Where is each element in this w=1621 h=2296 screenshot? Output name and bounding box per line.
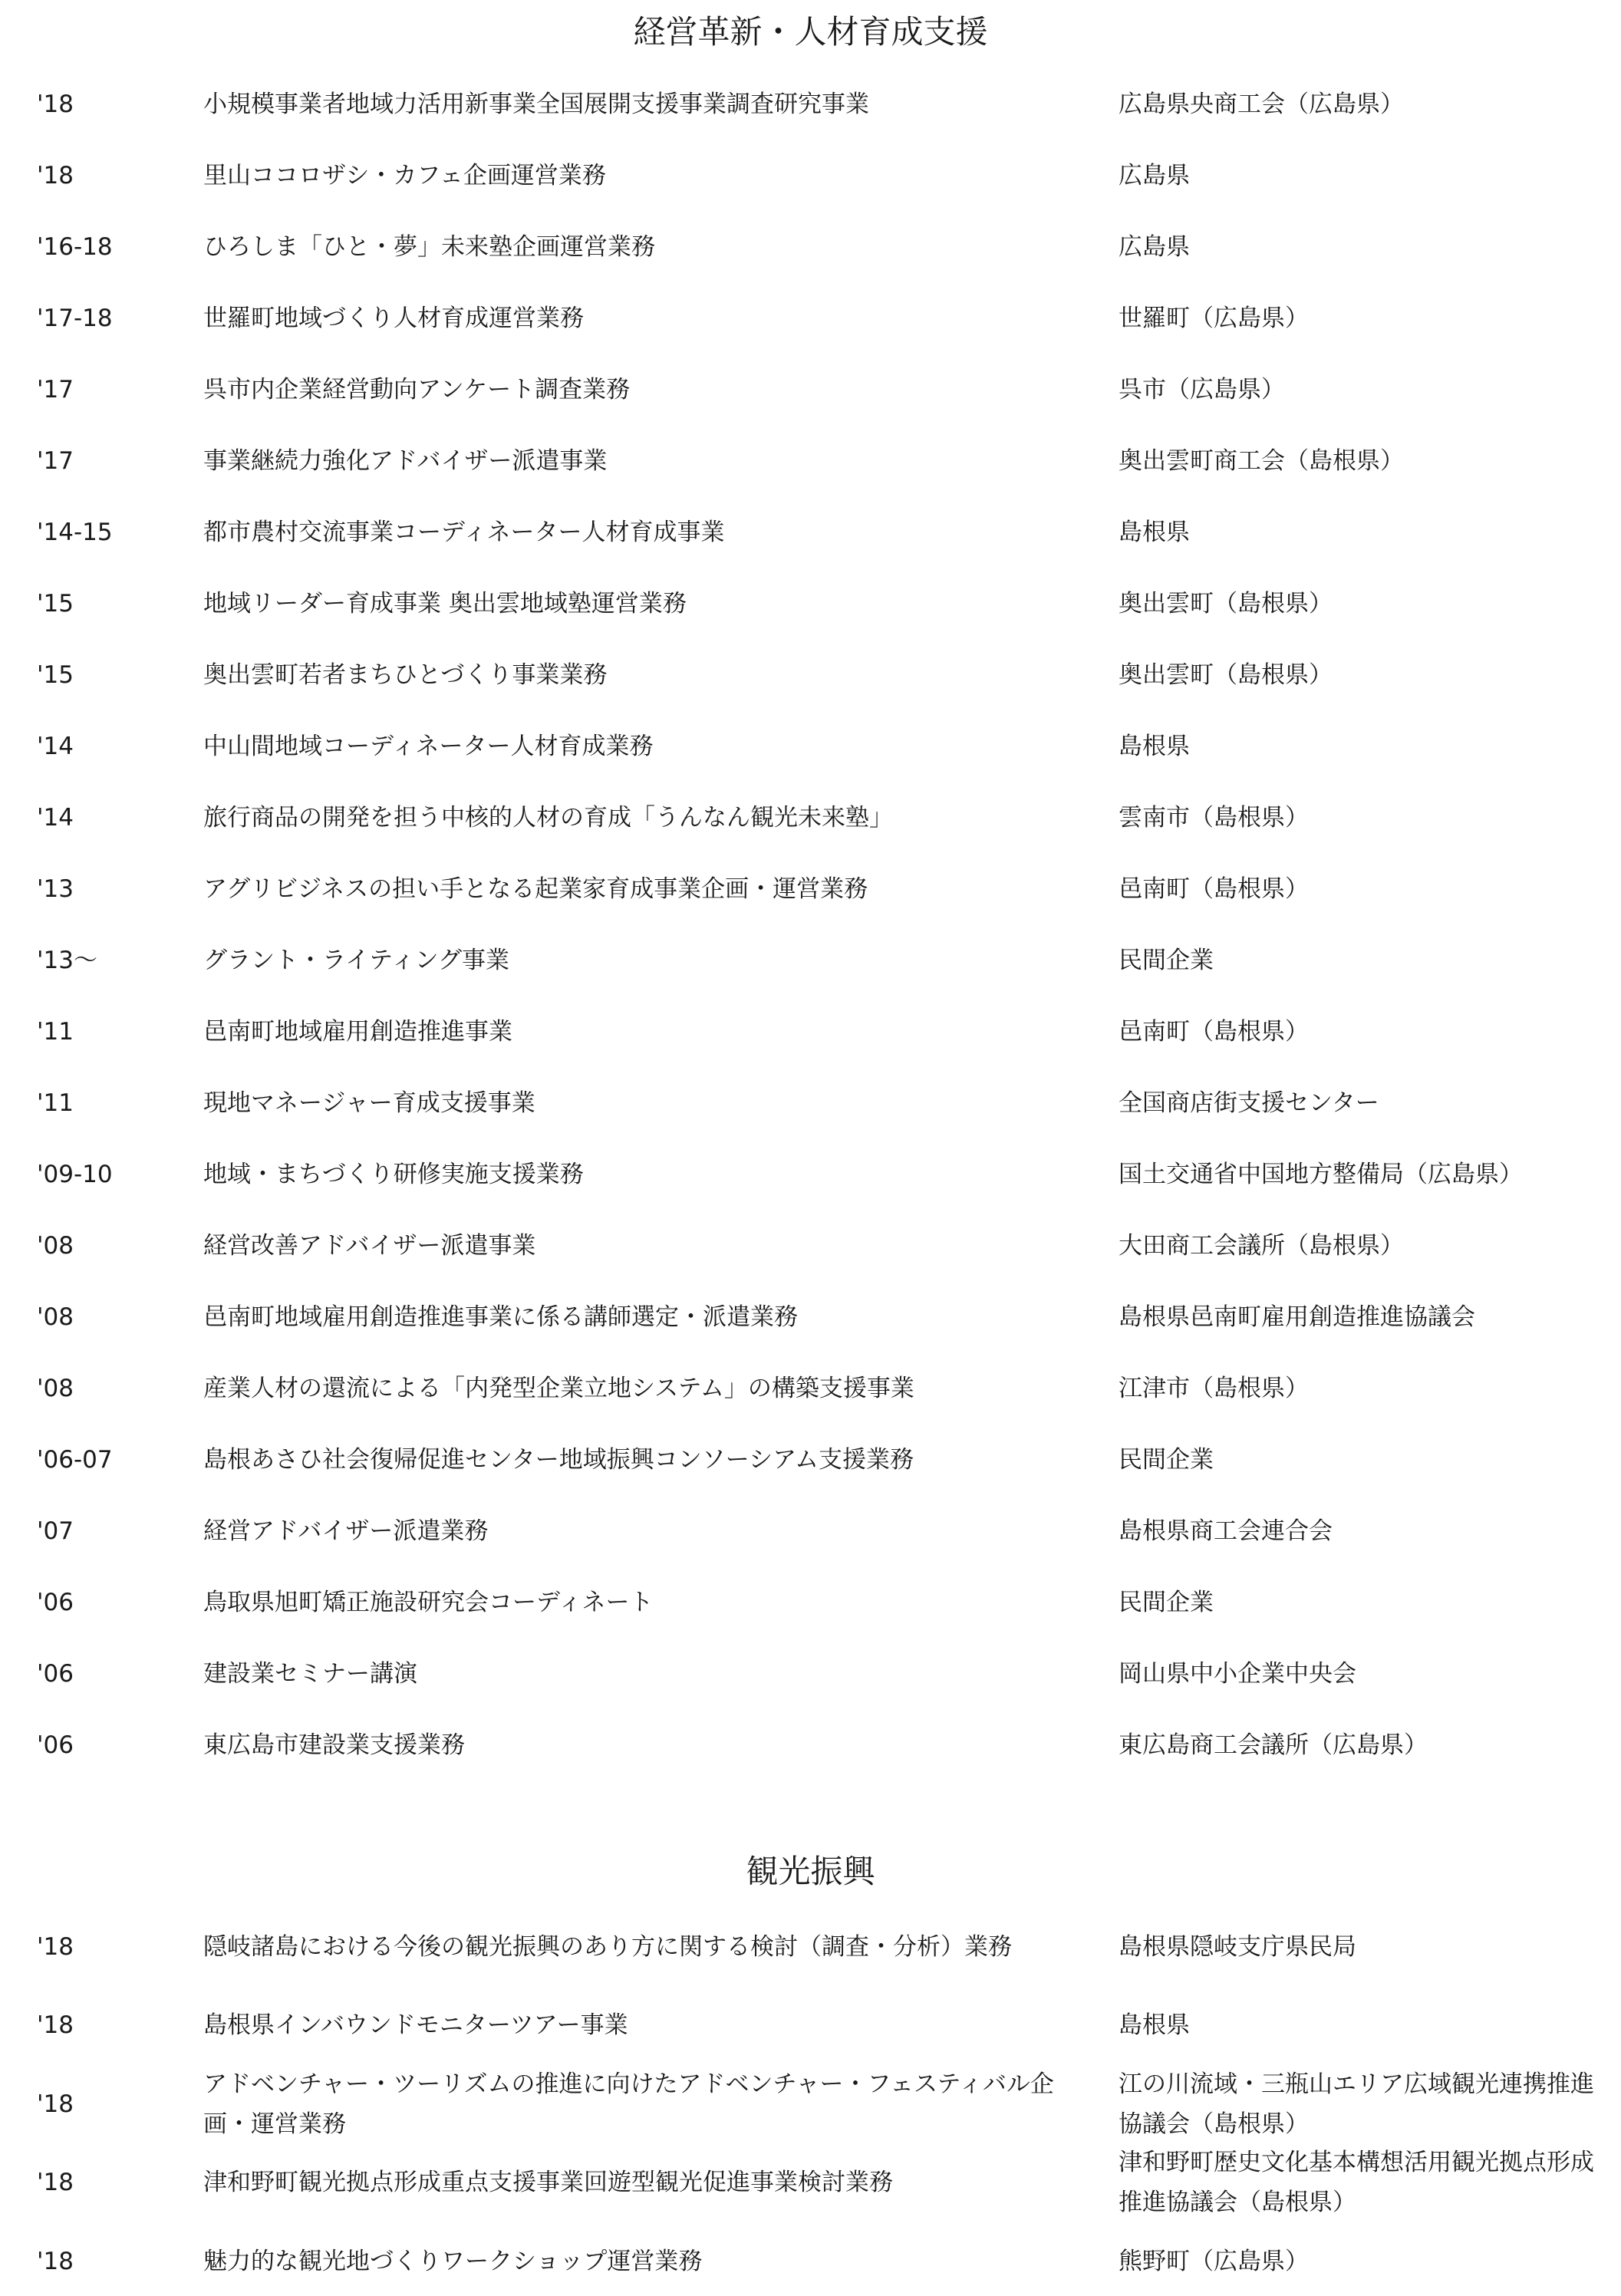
item-title: 世羅町地域づくり人材育成運営業務 — [203, 305, 584, 332]
item-client: 呉市（広島県） — [1119, 376, 1285, 404]
item-client: 民間企業 — [1119, 947, 1214, 974]
item-title: 現地マネージャー育成支援事業 — [203, 1089, 535, 1117]
item-client: 広島県 — [1119, 233, 1190, 261]
item-year: '15 — [37, 590, 74, 618]
item-client: 奥出雲町（島根県） — [1119, 661, 1333, 689]
item-year: '18 — [37, 2169, 74, 2196]
item-title: 里山ココロザシ・カフェ企画運営業務 — [203, 162, 606, 189]
item-title: 魅力的な観光地づくりワークショップ運営業務 — [203, 2248, 703, 2275]
item-client: 島根県 — [1119, 2011, 1190, 2039]
item-year: '17 — [37, 447, 74, 475]
item-year: '14 — [37, 733, 74, 760]
item-title: 島根あさひ社会復帰促進センター地域振興コンソーシアム支援業務 — [203, 1446, 914, 1474]
item-client: 東広島商工会議所（広島県） — [1119, 1731, 1428, 1759]
item-client: 津和野町歴史文化基本構想活用観光拠点形成推進協議会（島根県） — [1119, 2149, 1594, 2216]
item-year: '08 — [37, 1375, 74, 1402]
item-title: 小規模事業者地域力活用新事業全国展開支援事業調査研究事業 — [203, 91, 869, 118]
item-client: 奥出雲町（島根県） — [1119, 590, 1333, 618]
item-title: 隠岐諸島における今後の観光振興のあり方に関する検討（調査・分析）業務 — [203, 1933, 1012, 1961]
item-year: '15 — [37, 661, 74, 689]
item-year: '18 — [37, 2090, 74, 2118]
item-year: '06 — [37, 1731, 74, 1759]
item-year: '11 — [37, 1089, 74, 1117]
item-title: アグリビジネスの担い手となる起業家育成事業企画・運営業務 — [203, 875, 868, 903]
item-title: 経営改善アドバイザー派遣事業 — [203, 1232, 536, 1260]
item-year: '11 — [37, 1018, 74, 1046]
item-title: ひろしま「ひと・夢」未来塾企画運営業務 — [203, 233, 655, 261]
item-title: 中山間地域コーディネーター人材育成業務 — [203, 733, 654, 760]
item-client: 江津市（島根県） — [1119, 1375, 1309, 1402]
item-year: '18 — [37, 2011, 74, 2039]
item-title: アドベンチャー・ツーリズムの推進に向けたアドベンチャー・フェスティバル企画・運営業務 — [203, 2070, 1054, 2138]
item-title: 島根県インバウンドモニターツアー事業 — [203, 2011, 628, 2039]
item-title: 東広島市建設業支援業務 — [203, 1731, 465, 1759]
item-year: '07 — [37, 1517, 74, 1545]
item-title: 旅行商品の開発を担う中核的人材の育成「うんなん観光未来塾」 — [203, 804, 893, 832]
item-title: 津和野町観光拠点形成重点支援事業回遊型観光促進事業検討業務 — [203, 2169, 893, 2196]
item-client: 岡山県中小企業中央会 — [1119, 1660, 1356, 1688]
item-year: '13～ — [37, 947, 97, 974]
item-client: 島根県商工会連合会 — [1119, 1517, 1333, 1545]
item-title: 経営アドバイザー派遣業務 — [203, 1517, 489, 1545]
item-year: '17-18 — [37, 305, 113, 332]
item-title: 地域・まちづくり研修実施支援業務 — [203, 1161, 584, 1188]
item-client: 民間企業 — [1119, 1589, 1214, 1616]
item-client: 広島県央商工会（広島県） — [1119, 91, 1404, 118]
item-year: '18 — [37, 162, 74, 189]
item-client: 広島県 — [1119, 162, 1190, 189]
item-client: 邑南町（島根県） — [1119, 875, 1309, 903]
item-year: '06 — [37, 1589, 74, 1616]
section-title-tourism: 観光振興 — [746, 1853, 875, 1890]
item-client: 邑南町（島根県） — [1119, 1018, 1309, 1046]
item-title: 呉市内企業経営動向アンケート調査業務 — [203, 376, 631, 404]
item-title: 邑南町地域雇用創造推進事業 — [203, 1018, 512, 1046]
item-client: 奥出雲町商工会（島根県） — [1119, 447, 1404, 475]
item-title: 事業継続力強化アドバイザー派遣事業 — [203, 447, 608, 475]
item-year: '14-15 — [37, 519, 113, 546]
item-client: 民間企業 — [1119, 1446, 1214, 1474]
item-title: 産業人材の還流による「内発型企業立地システム」の構築支援事業 — [203, 1375, 914, 1402]
item-year: '08 — [37, 1303, 74, 1331]
item-year: '18 — [37, 1933, 74, 1961]
item-client: 雲南市（島根県） — [1119, 804, 1309, 832]
item-title: 鳥取県旭町矯正施設研究会コーディネート — [203, 1589, 654, 1616]
item-client: 大田商工会議所（島根県） — [1119, 1232, 1404, 1260]
item-title: グラント・ライティング事業 — [203, 947, 509, 974]
item-year: '16-18 — [37, 233, 113, 261]
item-title: 地域リーダー育成事業 奥出雲地域塾運営業務 — [203, 590, 687, 618]
item-year: '17 — [37, 376, 74, 404]
item-client: 島根県 — [1119, 733, 1190, 760]
item-client: 島根県隠岐支庁県民局 — [1119, 1933, 1356, 1961]
item-year: '06 — [37, 1660, 74, 1688]
item-year: '08 — [37, 1232, 74, 1260]
item-client: 熊野町（広島県） — [1119, 2248, 1309, 2275]
item-title: 邑南町地域雇用創造推進事業に係る講師選定・派遣業務 — [203, 1303, 798, 1331]
item-year: '18 — [37, 2248, 74, 2275]
item-title: 建設業セミナー講演 — [203, 1660, 417, 1688]
item-year: '14 — [37, 804, 74, 832]
item-title: 奥出雲町若者まちひとづくり事業業務 — [203, 661, 608, 689]
item-year: '06-07 — [37, 1446, 113, 1474]
item-client: 島根県 — [1119, 519, 1190, 546]
item-client: 全国商店街支援センター — [1119, 1089, 1379, 1117]
item-client: 国土交通省中国地方整備局（広島県） — [1119, 1161, 1523, 1188]
item-year: '09-10 — [37, 1161, 113, 1188]
item-title: 都市農村交流事業コーディネーター人材育成事業 — [203, 519, 725, 546]
item-year: '18 — [37, 91, 74, 118]
item-year: '13 — [37, 875, 74, 903]
item-client: 島根県邑南町雇用創造推進協議会 — [1119, 1303, 1475, 1331]
item-client: 江の川流域・三瓶山エリア広域観光連携推進協議会（島根県） — [1119, 2070, 1594, 2138]
item-client: 世羅町（広島県） — [1119, 305, 1309, 332]
section-title-management: 経営革新・人材育成支援 — [633, 13, 988, 51]
